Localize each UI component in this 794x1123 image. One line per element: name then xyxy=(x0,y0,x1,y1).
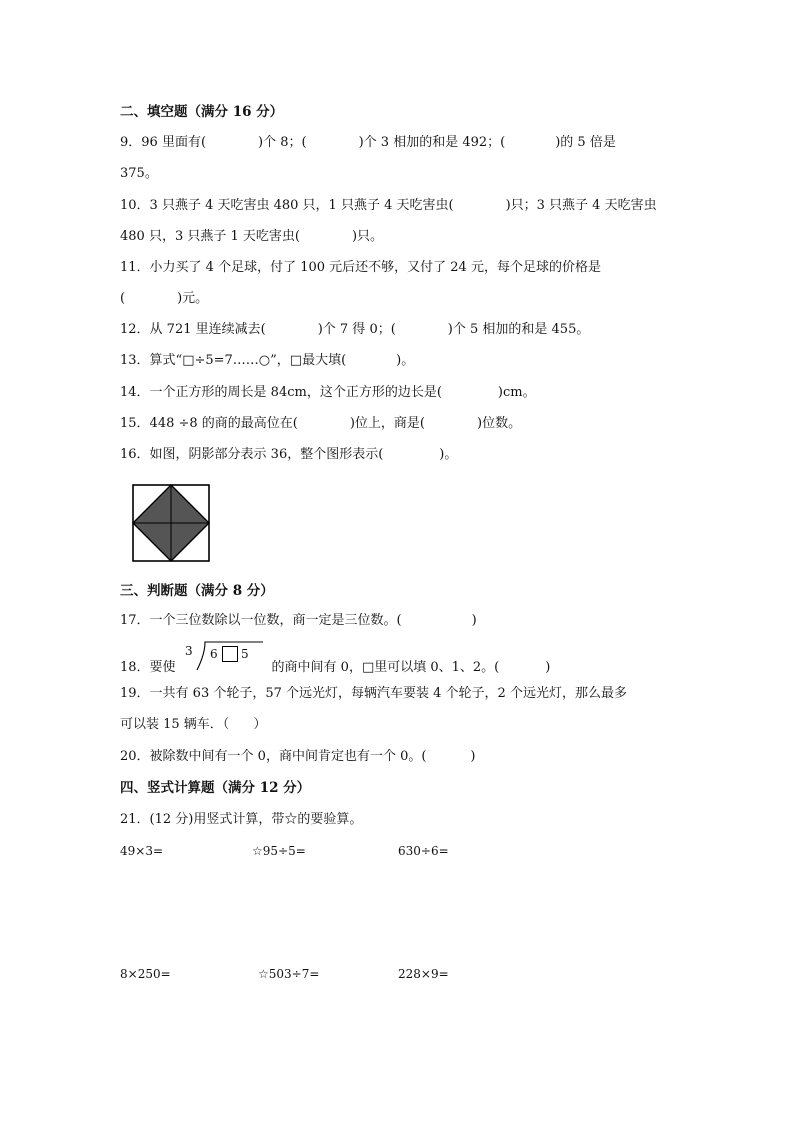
section-heading-fill-blank: 二、填空题（满分 16 分） xyxy=(120,104,284,120)
question-12: 12．从 721 里连续减去( )个 7 得 0；( )个 5 相加的和是 455。 xyxy=(120,322,590,337)
question-10-line-2: 480 只，3 只燕子 1 天吃害虫( )只。 xyxy=(120,229,384,244)
calc-3: 630÷6= xyxy=(398,844,449,858)
question-20: 20．被除数中间有一个 0，商中间肯定也有一个 0。( ) xyxy=(120,749,476,764)
question-11-line-1: 11．小力买了 4 个足球，付了 100 元后还不够，又付了 24 元，每个足球的价格是 xyxy=(120,260,601,275)
question-10-line-1: 10．3 只燕子 4 天吃害虫 480 只，1 只燕子 4 天吃害虫( )只；3 只燕子 4 天吃害虫 xyxy=(120,198,657,213)
question-19-line-1: 19．一共有 63 个轮子，57 个远光灯，每辆汽车要装 4 个轮子，2 个远光灯，那么最多 xyxy=(120,686,627,701)
shaded-diamond-figure xyxy=(132,484,210,562)
calc-2: ☆95÷5= xyxy=(252,844,306,858)
divisor: 3 xyxy=(185,644,193,658)
empty-digit-box[interactable] xyxy=(222,646,238,662)
question-14: 14．一个正方形的周长是 84cm，这个正方形的边长是( )cm。 xyxy=(120,385,536,400)
long-division-expression xyxy=(183,640,263,672)
section-heading-true-false: 三、判断题（满分 8 分） xyxy=(120,583,274,599)
question-13: 13．算式“□÷5=7……○”，□最大填( )。 xyxy=(120,353,415,368)
question-17: 17．一个三位数除以一位数，商一定是三位数。( ) xyxy=(120,613,477,628)
question-15: 15．448 ÷8 的商的最高位在( )位上，商是( )位数。 xyxy=(120,416,522,431)
question-9-line-1: 9．96 里面有( )个 8；( )个 3 相加的和是 492；( )的 5 倍是 xyxy=(120,135,616,150)
question-18: 18．要使 的商中间有 0，□里可以填 0、1、2。( ) xyxy=(120,660,551,675)
dividend-digit-1: 6 xyxy=(210,647,218,661)
calc-1: 49×3= xyxy=(120,844,164,858)
calc-4: 8×250= xyxy=(120,967,171,981)
calc-5: ☆503÷7= xyxy=(258,967,320,981)
section-heading-vertical-calc: 四、竖式计算题（满分 12 分） xyxy=(120,780,311,796)
question-21: 21．(12 分)用竖式计算，带☆的要验算。 xyxy=(120,812,363,827)
dividend-digit-3: 5 xyxy=(241,647,249,661)
question-11-line-2: ( )元。 xyxy=(120,291,209,306)
question-19-line-2: 可以装 15 辆车．（ ） xyxy=(120,717,267,732)
question-9-line-2: 375。 xyxy=(120,166,158,181)
question-16: 16．如图，阴影部分表示 36，整个图形表示( )。 xyxy=(120,447,458,462)
calc-6: 228×9= xyxy=(398,967,449,981)
